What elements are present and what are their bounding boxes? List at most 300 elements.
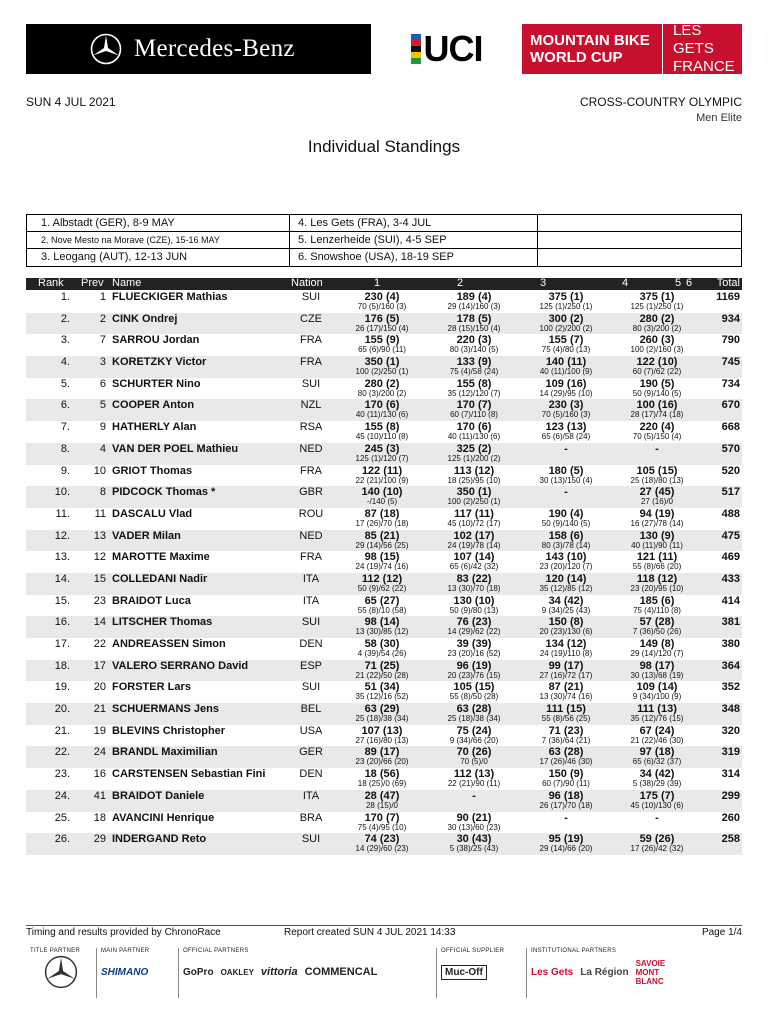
round-1-points: 85 (21) xyxy=(364,529,400,542)
round-1-points: 280 (2) xyxy=(364,377,400,390)
round-3-detail: 7 (36)/64 (21) xyxy=(541,735,591,745)
round-cell xyxy=(538,215,741,231)
round-2-detail: 70 (5)/0 xyxy=(460,757,488,767)
round-1-detail: 45 (10)/110 (8) xyxy=(355,432,409,442)
table-row xyxy=(26,291,742,313)
round-3-detail: 55 (8)/56 (25) xyxy=(541,714,591,724)
round-1-detail: 28 (15)/0 xyxy=(365,800,399,810)
round-3-points: 63 (28) xyxy=(548,746,584,759)
round-2-points: 105 (15) xyxy=(453,681,495,694)
round-3-detail: 60 (7)/90 (11) xyxy=(542,779,590,789)
prev-cell: 7 xyxy=(99,334,106,347)
col-round-6: 6 xyxy=(686,277,693,289)
round-2-detail: 29 (14)/160 (3) xyxy=(447,302,501,311)
round-4-points: - xyxy=(655,811,659,824)
round-1-points: 245 (3) xyxy=(364,442,400,455)
total-cell: 520 xyxy=(721,464,740,477)
round-3-detail: 40 (11)/100 (9) xyxy=(539,367,593,377)
world-cup-label xyxy=(522,24,662,74)
nation-cell: SUI xyxy=(301,681,321,694)
round-4-points: 100 (16) xyxy=(636,399,678,412)
round-2-detail: 60 (7)/110 (8) xyxy=(450,410,498,420)
round-2-detail: 80 (3)/140 (5) xyxy=(449,345,499,355)
table-row xyxy=(26,443,742,465)
prev-cell: 16 xyxy=(93,768,106,781)
round-3-detail: 70 (5)/160 (3) xyxy=(541,410,591,420)
official-supplier-label: OFFICIAL SUPPLIER xyxy=(441,948,505,954)
round-4-detail: 50 (9)/140 (5) xyxy=(632,388,682,398)
prev-cell: 19 xyxy=(93,724,106,737)
table-row xyxy=(26,356,742,378)
round-4-points: 118 (12) xyxy=(636,572,678,585)
round-3-points: 71 (23) xyxy=(548,724,584,737)
rank-cell: 21. xyxy=(54,724,70,737)
round-2-detail: 18 (25)/95 (10) xyxy=(447,475,501,485)
round-3-points: - xyxy=(564,442,568,455)
round-4-points: 130 (9) xyxy=(639,529,675,542)
official-supplier-group xyxy=(436,948,524,998)
vittoria-logo: vittoria xyxy=(260,966,298,978)
uci-logo xyxy=(371,24,522,74)
round-1-detail: 18 (25)/0 (69) xyxy=(357,779,407,789)
nation-cell: GBR xyxy=(299,486,323,499)
rider-name-cell: PIDCOCK Thomas * xyxy=(112,486,216,499)
stripe-green xyxy=(411,58,421,64)
round-1-detail: 14 (29)/60 (23) xyxy=(355,844,409,854)
round-2-detail: 14 (29)/62 (22) xyxy=(447,627,501,637)
round-1-points: 51 (34) xyxy=(364,681,400,694)
round-2-points: 30 (43) xyxy=(456,833,492,846)
round-3-points: 300 (2) xyxy=(548,312,584,325)
round-2-detail: 24 (19)/78 (14) xyxy=(447,540,501,550)
round-4-points: 111 (13) xyxy=(637,703,677,716)
table-row xyxy=(26,399,742,421)
rounds-box xyxy=(26,214,742,267)
col-round-1: 1 xyxy=(374,277,381,289)
round-2-points: 350 (1) xyxy=(456,486,492,499)
round-2-points: 325 (2) xyxy=(456,442,492,455)
round-3-detail: 125 (1)/250 (1) xyxy=(539,302,593,311)
round-1-detail: -/140 (5) xyxy=(366,497,398,507)
table-row xyxy=(26,313,742,335)
round-1-detail: 40 (11)/130 (6) xyxy=(355,410,409,420)
total-cell: 475 xyxy=(721,529,740,542)
round-4-detail: 100 (2)/160 (3) xyxy=(630,345,684,355)
total-cell: 299 xyxy=(721,789,740,802)
round-4-points: 185 (6) xyxy=(639,594,675,607)
total-cell: 364 xyxy=(721,659,740,672)
round-cell: 1. Albstadt (GER), 8-9 MAY xyxy=(27,215,290,231)
round-2-detail: 30 (13)/60 (23) xyxy=(447,822,501,832)
round-4-points: 67 (24) xyxy=(639,724,675,737)
table-row xyxy=(26,573,742,595)
round-4-detail: 21 (22)/46 (30) xyxy=(630,735,684,745)
round-1-points: 89 (17) xyxy=(364,746,400,759)
round-1-points: 155 (8) xyxy=(364,421,400,434)
round-2-points: 117 (11) xyxy=(454,507,494,520)
header-banner xyxy=(26,24,742,74)
region-logo: La Région xyxy=(580,966,629,978)
nation-cell: RSA xyxy=(299,421,323,434)
prev-cell: 4 xyxy=(99,442,106,455)
table-row xyxy=(26,421,742,443)
rank-cell: 6. xyxy=(60,399,70,412)
rank-cell: 16. xyxy=(54,616,70,629)
gopro-logo: GoPro xyxy=(183,966,214,978)
round-2-points: 83 (22) xyxy=(456,572,492,585)
institutional-partners-group xyxy=(526,948,742,998)
round-1-detail: 29 (14)/56 (25) xyxy=(355,540,409,550)
rank-cell: 12. xyxy=(54,529,70,542)
rider-name-cell: DASCALU Vlad xyxy=(112,507,193,520)
total-cell: 668 xyxy=(721,421,740,434)
total-cell: 258 xyxy=(721,833,740,846)
rank-cell: 8. xyxy=(60,442,70,455)
prev-cell: 1 xyxy=(99,291,106,303)
rider-name-cell: SCHURTER Nino xyxy=(112,377,201,390)
round-3-points: 155 (7) xyxy=(548,334,584,347)
rounds-row xyxy=(27,249,741,266)
rank-cell: 3. xyxy=(60,334,70,347)
nation-cell: ITA xyxy=(302,789,320,802)
report-timestamp: Report created SUN 4 JUL 2021 14:33 xyxy=(284,927,456,938)
rider-name-cell: INDERGAND Reto xyxy=(112,833,207,846)
prev-cell: 29 xyxy=(93,833,106,846)
round-cell xyxy=(538,232,741,248)
round-1-detail: 35 (12)/16 (52) xyxy=(355,692,409,702)
round-4-detail: 40 (11)/90 (11) xyxy=(631,540,683,550)
rank-cell: 19. xyxy=(54,681,70,694)
round-1-detail: 80 (3)/200 (2) xyxy=(357,388,407,398)
round-2-detail: 13 (30)/70 (18) xyxy=(447,583,501,593)
round-cell: 6. Snowshoe (USA), 18-19 SEP xyxy=(290,249,538,266)
location-line-2: FRANCE xyxy=(673,58,735,75)
round-3-detail: 24 (19)/110 (8) xyxy=(539,649,593,658)
round-4-points: 97 (18) xyxy=(639,746,675,759)
nation-cell: NZL xyxy=(300,399,322,412)
prev-cell: 22 xyxy=(93,638,106,650)
round-1-points: 140 (10) xyxy=(361,486,403,499)
prev-cell: 15 xyxy=(93,572,106,585)
total-cell: 314 xyxy=(721,768,740,781)
round-2-detail: 20 (23)/76 (15) xyxy=(447,670,501,680)
round-1-points: 71 (25) xyxy=(364,659,400,672)
total-cell: 745 xyxy=(721,356,740,369)
col-round-5: 5 xyxy=(675,277,682,289)
round-3-points: 95 (19) xyxy=(548,833,584,846)
round-4-detail: 55 (8)/66 (20) xyxy=(632,562,682,572)
round-2-detail: 40 (11)/130 (6) xyxy=(447,432,501,442)
nation-cell: SUI xyxy=(301,833,321,846)
nation-cell: FRA xyxy=(300,356,322,369)
table-row xyxy=(26,378,742,400)
nation-cell: DEN xyxy=(299,768,323,781)
rank-cell: 24. xyxy=(54,789,70,802)
institutional-partners-label: INSTITUTIONAL PARTNERS xyxy=(531,948,617,954)
round-1-points: 98 (15) xyxy=(364,551,400,564)
round-2-points: 112 (13) xyxy=(453,768,495,781)
rider-name-cell: BLEVINS Christopher xyxy=(112,724,226,737)
round-1-detail: 24 (19)/74 (16) xyxy=(355,562,409,572)
round-4-detail: 23 (20)/95 (10) xyxy=(630,583,684,593)
round-3-detail: 26 (17)/70 (18) xyxy=(539,800,593,810)
table-row xyxy=(26,334,742,356)
prev-cell: 13 xyxy=(93,529,106,542)
total-cell: 670 xyxy=(721,399,740,412)
round-1-points: 58 (30) xyxy=(364,638,400,650)
prev-cell: 17 xyxy=(93,659,106,672)
table-row xyxy=(26,465,742,487)
rounds-row xyxy=(27,232,741,249)
col-round-3: 3 xyxy=(540,277,547,289)
table-row xyxy=(26,486,742,508)
total-cell: 433 xyxy=(721,572,740,585)
prev-cell: 12 xyxy=(93,551,106,564)
oakley-logo: OAKLEY xyxy=(220,967,254,977)
round-2-detail: 35 (12)/120 (7) xyxy=(447,388,501,398)
round-3-points: 123 (13) xyxy=(545,421,587,434)
rider-name-cell: AVANCINI Henrique xyxy=(112,811,215,824)
table-row xyxy=(26,725,742,747)
rank-cell: 13. xyxy=(54,551,70,564)
round-1-detail: 26 (17)/150 (4) xyxy=(355,323,409,333)
total-cell: 517 xyxy=(721,486,740,499)
prev-cell: 5 xyxy=(99,399,106,412)
total-cell: 320 xyxy=(721,724,740,737)
rider-name-cell: BRAIDOT Luca xyxy=(112,594,191,607)
round-4-detail: 30 (13)/68 (19) xyxy=(630,670,684,680)
rank-cell: 20. xyxy=(54,703,70,716)
round-3-detail: 100 (2)/200 (2) xyxy=(539,323,593,333)
round-1-points: 74 (23) xyxy=(364,833,400,846)
total-cell: 734 xyxy=(721,377,740,390)
round-1-points: 170 (7) xyxy=(364,811,400,824)
round-4-detail: 70 (5)/150 (4) xyxy=(632,432,682,442)
round-2-detail: 45 (10)/72 (17) xyxy=(447,518,501,528)
total-cell: 1169 xyxy=(716,291,740,303)
table-row xyxy=(26,681,742,703)
table-row xyxy=(26,812,742,834)
round-3-points: 230 (3) xyxy=(548,399,584,412)
round-3-detail: 80 (3)/78 (14) xyxy=(541,540,591,550)
nation-cell: USA xyxy=(299,724,323,737)
round-cell: 5. Lenzerheide (SUI), 4-5 SEP xyxy=(290,232,538,248)
round-1-detail: 65 (6)/90 (11) xyxy=(358,345,406,355)
round-3-detail: 9 (34)/25 (43) xyxy=(541,605,591,615)
total-cell: 934 xyxy=(721,312,740,325)
round-1-points: 176 (5) xyxy=(364,312,400,325)
rank-cell: 1. xyxy=(60,291,70,303)
round-4-points: 94 (19) xyxy=(639,507,675,520)
col-prev: Prev xyxy=(81,277,104,289)
nation-cell: GER xyxy=(299,746,323,759)
round-4-detail: 125 (1)/250 (1) xyxy=(630,302,684,311)
table-row xyxy=(26,595,742,617)
round-2-points: 130 (10) xyxy=(453,594,495,607)
round-1-detail: 75 (4)/95 (10) xyxy=(357,822,407,832)
round-4-points: 98 (17) xyxy=(639,659,675,672)
round-3-detail: 65 (6)/58 (24) xyxy=(541,432,591,442)
mucoff-logo: Muc-Off xyxy=(441,965,487,980)
page-title: Individual Standings xyxy=(307,137,461,156)
round-2-points: 96 (19) xyxy=(456,659,492,672)
rank-cell: 22. xyxy=(54,746,70,759)
round-4-detail: 16 (27)/78 (14) xyxy=(630,518,684,528)
round-3-points: 109 (16) xyxy=(545,377,587,390)
table-row xyxy=(26,746,742,768)
round-3-detail: 50 (9)/140 (5) xyxy=(541,518,591,528)
round-2-points: 220 (3) xyxy=(456,334,492,347)
main-partner-group xyxy=(96,948,176,998)
round-2-points: 170 (6) xyxy=(456,421,492,434)
round-1-detail: 17 (26)/70 (18) xyxy=(355,518,409,528)
round-4-points: 27 (45) xyxy=(639,486,675,499)
round-2-points: 90 (21) xyxy=(456,811,492,824)
round-2-points: 39 (39) xyxy=(456,638,492,650)
total-cell: 380 xyxy=(721,638,740,650)
prev-cell: 10 xyxy=(93,464,106,477)
rank-cell: 14. xyxy=(54,572,70,585)
lesgets-logo: Les Gets xyxy=(531,966,574,978)
round-3-points: - xyxy=(564,486,568,499)
round-2-points: 170 (7) xyxy=(456,399,492,412)
round-1-points: 28 (47) xyxy=(364,789,400,802)
round-2-points: 113 (12) xyxy=(453,464,495,477)
sponsor-strip xyxy=(26,948,742,998)
event-date: SUN 4 JUL 2021 xyxy=(26,95,116,109)
round-2-points: 189 (4) xyxy=(456,291,492,303)
round-1-detail: 50 (9)/62 (22) xyxy=(357,583,407,593)
rider-name-cell: FLUECKIGER Mathias xyxy=(112,291,228,303)
table-row xyxy=(26,790,742,812)
round-4-points: 260 (3) xyxy=(639,334,675,347)
rank-cell: 26. xyxy=(54,833,70,846)
round-1-points: 230 (4) xyxy=(364,291,400,303)
round-3-points: 134 (12) xyxy=(545,638,587,650)
round-4-detail: 60 (7)/62 (22) xyxy=(632,367,682,377)
nation-cell: CZE xyxy=(300,312,322,325)
rider-name-cell: COLLEDANI Nadir xyxy=(112,572,208,585)
col-rank: Rank xyxy=(38,277,64,289)
round-2-detail: 25 (18)/38 (34) xyxy=(447,714,501,724)
table-row xyxy=(26,530,742,552)
round-2-points: 63 (28) xyxy=(456,703,492,716)
rank-cell: 9. xyxy=(60,464,70,477)
round-2-points: 107 (14) xyxy=(453,551,495,564)
rider-name-cell: COOPER Anton xyxy=(112,399,195,412)
prev-cell: 20 xyxy=(93,681,106,694)
commencal-logo: COMMENCAL xyxy=(304,966,378,978)
round-3-detail: 30 (13)/150 (4) xyxy=(539,475,593,485)
round-2-detail: 55 (8)/50 (28) xyxy=(449,692,499,702)
round-3-points: - xyxy=(564,811,568,824)
rank-cell: 23. xyxy=(54,768,70,781)
rank-cell: 15. xyxy=(54,594,70,607)
standings-table xyxy=(26,291,742,855)
rider-name-cell: SCHUERMANS Jens xyxy=(112,703,219,716)
round-cell: 2. Nove Mesto na Morave (CZE), 15-16 MAY xyxy=(27,232,290,248)
round-3-detail: 35 (12)/85 (12) xyxy=(539,583,593,593)
round-2-detail: 50 (9)/80 (13) xyxy=(449,605,499,615)
round-3-detail: 29 (14)/66 (20) xyxy=(539,844,593,854)
prev-cell: 23 xyxy=(93,594,106,607)
nation-cell: ITA xyxy=(302,594,320,607)
round-2-detail: 65 (6)/42 (32) xyxy=(449,562,499,572)
round-4-detail: 28 (17)/74 (18) xyxy=(630,410,684,420)
round-4-points: 57 (28) xyxy=(639,616,675,629)
nation-cell: FRA xyxy=(300,551,322,564)
round-1-points: 98 (14) xyxy=(364,616,400,629)
rank-cell: 2. xyxy=(60,312,70,325)
rider-name-cell: LITSCHER Thomas xyxy=(112,616,213,629)
mercedes-star-icon xyxy=(90,33,122,65)
round-3-points: 34 (42) xyxy=(548,594,584,607)
uci-text: UCI xyxy=(423,28,483,69)
round-4-detail: 27 (16)/0 xyxy=(640,497,674,507)
round-2-detail: 100 (2)/250 (1) xyxy=(447,497,501,507)
round-cell: 3. Leogang (AUT), 12-13 JUN xyxy=(27,249,290,266)
round-3-detail: 23 (20)/120 (7) xyxy=(539,562,593,572)
round-3-points: 180 (5) xyxy=(548,464,584,477)
total-cell: 570 xyxy=(721,442,740,455)
page-number: Page 1/4 xyxy=(701,927,742,938)
table-row xyxy=(26,616,742,638)
round-2-detail: 125 (1)/200 (2) xyxy=(447,453,501,463)
series-line-1: MOUNTAIN BIKE xyxy=(530,32,650,49)
round-cell: 4. Les Gets (FRA), 3-4 JUL xyxy=(290,215,538,231)
rider-name-cell: HATHERLY Alan xyxy=(112,421,197,434)
round-1-points: 112 (12) xyxy=(361,572,403,585)
rider-name-cell: ANDREASSEN Simon xyxy=(112,638,226,650)
rider-name-cell: VAN DER POEL Mathieu xyxy=(112,442,239,455)
mercedes-logo xyxy=(26,24,371,74)
round-4-detail: 17 (26)/42 (32) xyxy=(630,844,684,854)
standings-header xyxy=(26,278,742,290)
prev-cell: 18 xyxy=(93,811,106,824)
nation-cell: DEN xyxy=(299,638,323,650)
round-1-points: 170 (6) xyxy=(364,399,400,412)
round-1-detail: 22 (21)/100 (9) xyxy=(355,475,409,485)
round-2-points: 133 (9) xyxy=(456,356,492,369)
round-4-points: 190 (5) xyxy=(639,377,675,390)
nation-cell: NED xyxy=(299,529,323,542)
official-partners-group xyxy=(178,948,434,998)
round-4-detail: 25 (18)/80 (13) xyxy=(630,475,684,485)
round-3-points: 143 (10) xyxy=(545,551,587,564)
prev-cell: 21 xyxy=(93,703,106,716)
round-2-detail: 5 (38)/25 (43) xyxy=(449,844,499,854)
round-1-points: 350 (1) xyxy=(364,356,400,369)
round-4-detail: 29 (14)/120 (7) xyxy=(630,649,684,658)
rider-name-cell: VADER Milan xyxy=(112,529,181,542)
round-4-detail: 5 (38)/29 (39) xyxy=(632,779,682,789)
round-4-detail: 75 (4)/110 (8) xyxy=(633,605,681,615)
round-3-detail: 20 (23)/130 (6) xyxy=(539,627,593,637)
round-2-detail: 23 (20)/16 (52) xyxy=(447,649,501,658)
event-category: Men Elite xyxy=(696,112,742,124)
rank-cell: 7. xyxy=(60,421,70,434)
total-cell: 790 xyxy=(721,334,740,347)
round-4-points: - xyxy=(655,442,659,455)
total-cell: 488 xyxy=(721,507,740,520)
round-3-points: 150 (9) xyxy=(548,768,584,781)
prev-cell: 24 xyxy=(93,746,106,759)
round-4-points: 149 (8) xyxy=(639,638,675,650)
rank-cell: 10. xyxy=(54,486,70,499)
round-1-points: 122 (11) xyxy=(361,464,403,477)
round-2-points: 155 (8) xyxy=(456,377,492,390)
table-row xyxy=(26,768,742,790)
